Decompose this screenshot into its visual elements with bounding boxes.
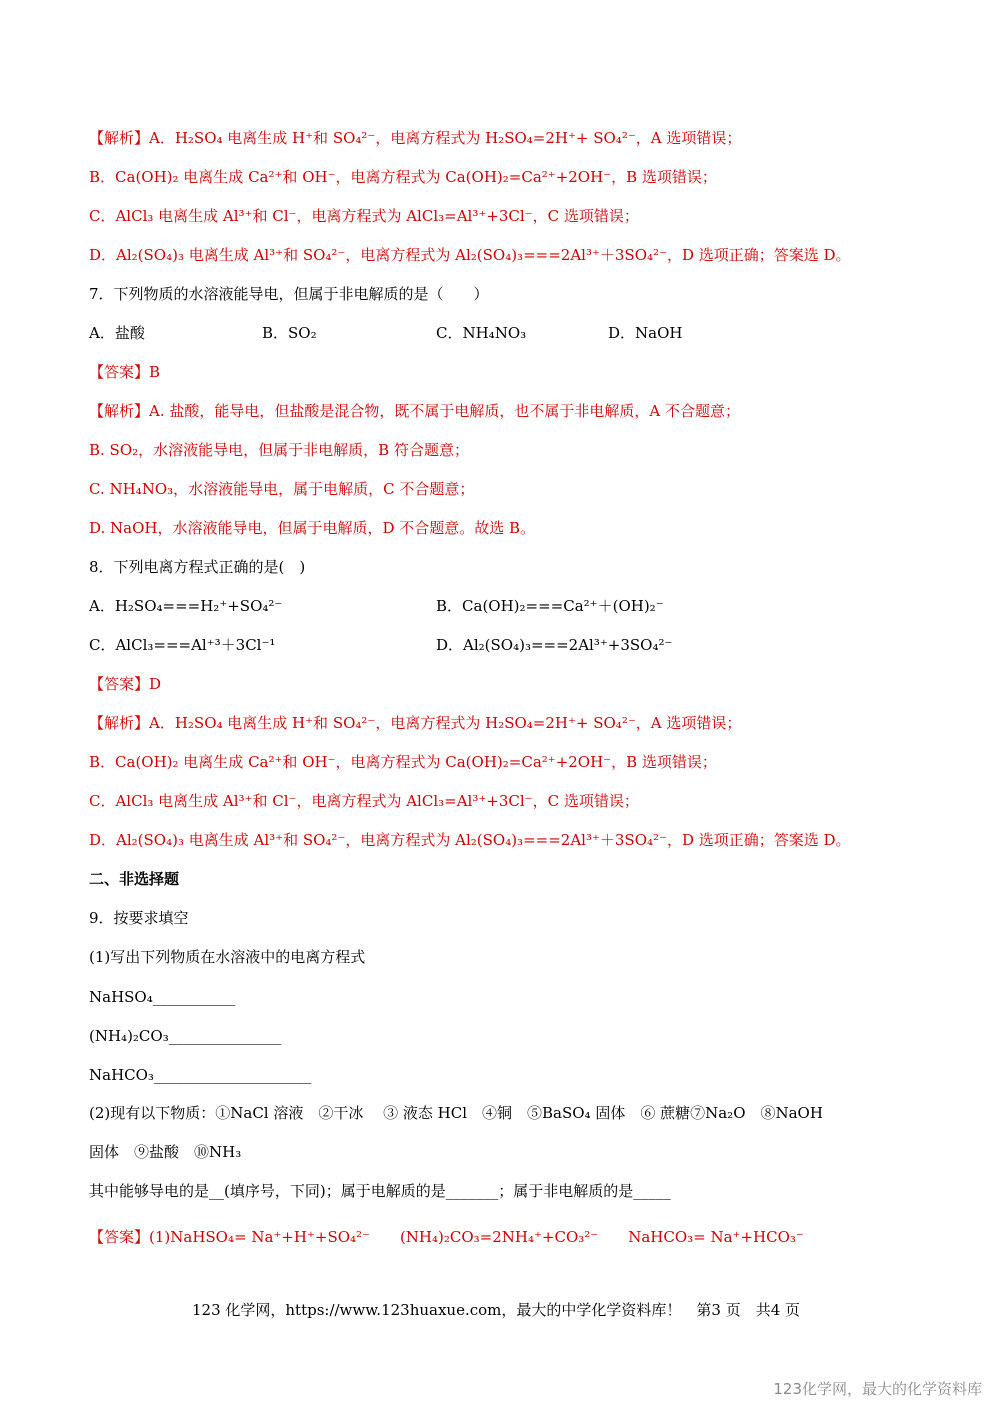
q9-part1: (1)写出下列物质在水溶液中的电离方程式 (89, 948, 366, 966)
q7-explanation-b: B. SO₂，水溶液能导电，但属于非电解质，B 符合题意； (89, 441, 469, 459)
q8-explanation-a: 【解析】A．H₂SO₄ 电离生成 H⁺和 SO₄²⁻，电离方程式为 H₂SO₄=2H⁺+ SO₄²⁻，A 选项错误； (89, 714, 742, 732)
explanation-line-b: B．Ca(OH)₂ 电离生成 Ca²⁺和 OH⁻，电离方程式为 Ca(OH)₂=Ca²⁺+2OH⁻，B 选项错误； (89, 168, 717, 186)
question-7: 7．下列物质的水溶液能导电，但属于非电解质的是（ ） (89, 285, 489, 303)
section-heading: 二、非选择题 (89, 870, 180, 888)
q7-option-d: D．NaOH (608, 324, 683, 342)
page-footer: 123 化学网，https://www.123huaxue.com，最大的中学化学资料库！ 第3 页 共4 页 (191, 1301, 801, 1319)
q7-explanation-a: 【解析】A. 盐酸，能导电，但盐酸是混合物，既不属于电解质，也不属于非电解质，A 不合题意； (89, 402, 740, 420)
explanation-line-a: 【解析】A．H₂SO₄ 电离生成 H⁺和 SO₄²⁻，电离方程式为 H₂SO₄=2H⁺+ SO₄²⁻，A 选项错误； (89, 129, 742, 147)
q8-option-c: C．AlCl₃===Al⁺³＋3Cl⁻¹ (89, 636, 276, 654)
q8-option-d: D．Al₂(SO₄)₃===2Al³⁺+3SO₄²⁻ (436, 636, 673, 654)
q7-explanation-c: C. NH₄NO₃，水溶液能导电，属于电解质，C 不合题意； (89, 480, 475, 498)
q9-part2: (2)现有以下物质：①NaCl 溶液 ②干冰 ③ 液态 HCl ④铜 ⑤BaSO₄ 固体 ⑥ 蔗糖⑦Na₂O ⑧NaOH (89, 1104, 823, 1122)
q7-option-a: A．盐酸 (89, 324, 145, 342)
watermark: 123化学网，最大的化学资料库 (773, 1380, 982, 1398)
explanation-line-c: C．AlCl₃ 电离生成 Al³⁺和 Cl⁻，电离方程式为 AlCl₃=Al³⁺+3Cl⁻，C 选项错误； (89, 207, 639, 225)
explanation-line-d: D．Al₂(SO₄)₃ 电离生成 Al³⁺和 SO₄²⁻，电离方程式为 Al₂(SO₄)₃===2Al³⁺＋3SO₄²⁻，D 选项正确；答案选 D。 (89, 246, 851, 264)
q7-explanation-d: D. NaOH，水溶液能导电，但属于电解质，D 不合题意。故选 B。 (89, 519, 536, 537)
q7-option-b: B．SO₂ (262, 324, 317, 342)
q7-option-c: C．NH₄NO₃ (436, 324, 527, 342)
q8-answer: 【答案】D (89, 675, 162, 693)
blank-nh4co3: (NH₄)₂CO₃_______________ (89, 1027, 282, 1045)
q8-option-a: A．H₂SO₄===H₂⁺+SO₄²⁻ (89, 597, 283, 615)
blank-nahso4: NaHSO₄___________ (89, 988, 236, 1006)
q9-part2-cont: 固体 ⑨盐酸 ⑩NH₃ (89, 1143, 242, 1161)
q9-part3: 其中能够导电的是__(填序号，下同)；属于电解质的是_______；属于非电解质的是_____ (89, 1182, 671, 1200)
q8-explanation-b: B．Ca(OH)₂ 电离生成 Ca²⁺和 OH⁻，电离方程式为 Ca(OH)₂=Ca²⁺+2OH⁻，B 选项错误； (89, 753, 717, 771)
question-8: 8．下列电离方程式正确的是( ) (89, 558, 306, 576)
q8-option-b: B．Ca(OH)₂===Ca²⁺＋(OH)₂⁻ (436, 597, 664, 615)
q8-explanation-c: C．AlCl₃ 电离生成 Al³⁺和 Cl⁻，电离方程式为 AlCl₃=Al³⁺+3Cl⁻，C 选项错误； (89, 792, 639, 810)
q8-explanation-d: D．Al₂(SO₄)₃ 电离生成 Al³⁺和 SO₄²⁻，电离方程式为 Al₂(SO₄)₃===2Al³⁺＋3SO₄²⁻，D 选项正确；答案选 D。 (89, 831, 851, 849)
question-9: 9．按要求填空 (89, 909, 189, 927)
blank-nahco3: NaHCO₃_____________________ (89, 1066, 312, 1084)
q7-answer: 【答案】B (89, 363, 161, 381)
q9-answer: 【答案】(1)NaHSO₄= Na⁺+H⁺+SO₄²⁻ (NH₄)₂CO₃=2NH₄⁺+CO₃²⁻ NaHCO₃= Na⁺+HCO₃⁻ (89, 1228, 804, 1246)
